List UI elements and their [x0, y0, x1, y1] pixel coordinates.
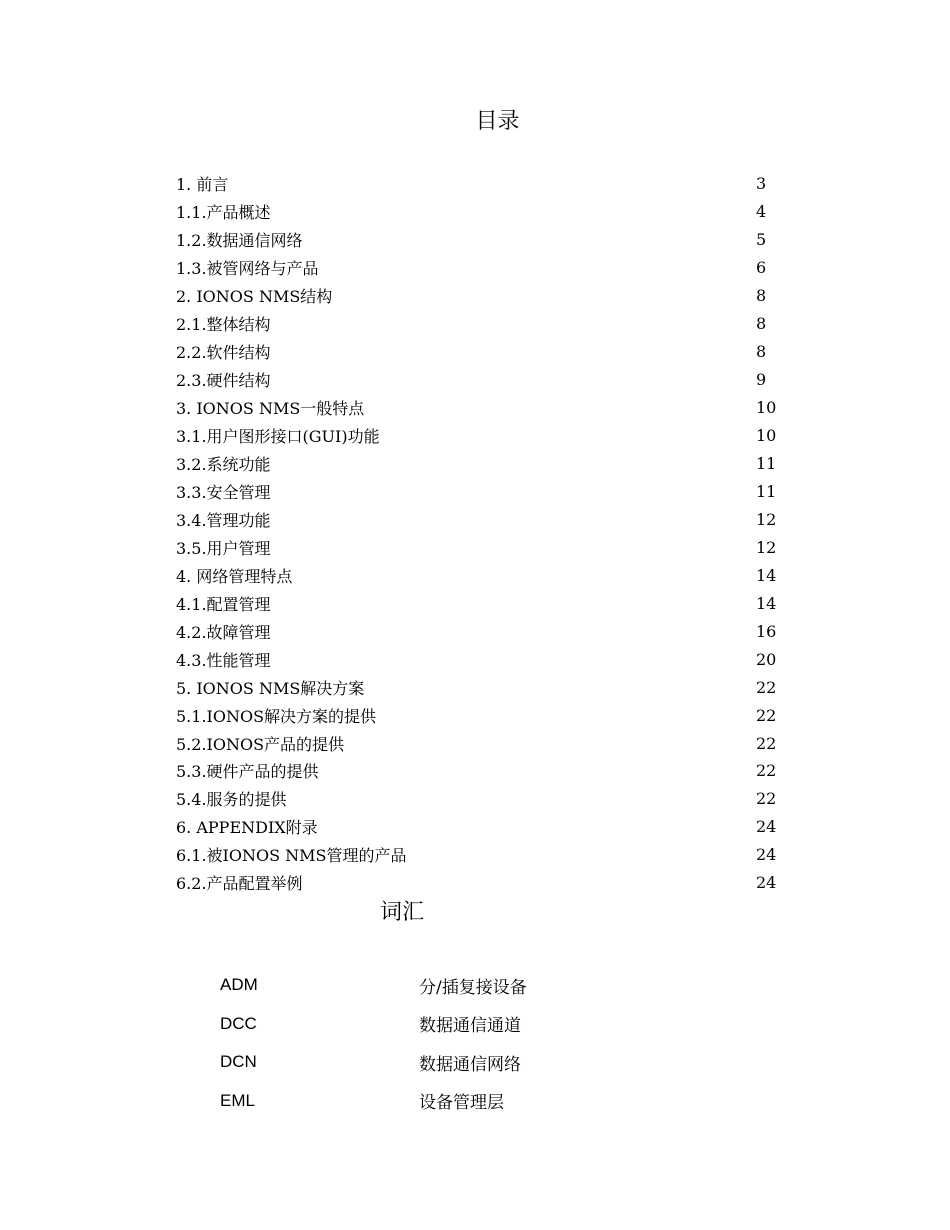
glossary-definition: 设备管理层: [419, 1093, 504, 1114]
toc-entry-text: 2. IONOS NMS结构: [176, 287, 333, 307]
toc-entry-text: 6.1.被IONOS NMS管理的产品: [176, 846, 407, 866]
toc-entry[interactable]: [176, 757, 786, 785]
toc-title: 目录: [475, 109, 520, 134]
glossary-definition: 数据通信通道: [419, 1016, 521, 1037]
toc-entry-text: 6. APPENDIX附录: [176, 818, 318, 838]
toc-entry-page: 24: [756, 817, 777, 837]
toc-entry-text: 3.1.用户图形接口(GUI)功能: [176, 427, 380, 447]
toc-entry-page: 12: [756, 537, 777, 557]
toc-entry[interactable]: [176, 366, 786, 394]
glossary-term: DCN: [220, 1052, 257, 1072]
toc-entry[interactable]: [176, 198, 786, 226]
toc-entry-text: 4.1.配置管理: [176, 594, 271, 614]
toc-entry[interactable]: [176, 701, 786, 729]
glossary-entry: [220, 1043, 640, 1082]
toc-entry[interactable]: [176, 477, 786, 505]
toc-entry-page: 14: [756, 593, 777, 613]
toc-entry[interactable]: [176, 170, 786, 198]
toc-entry[interactable]: [176, 394, 786, 422]
toc-entry-page: 5: [756, 230, 767, 250]
toc-entry-page: 4: [756, 202, 767, 222]
toc-entry[interactable]: [176, 729, 786, 757]
glossary-definition: 数据通信网络: [419, 1054, 521, 1075]
toc-entry-text: 5.1.IONOS解决方案的提供: [176, 706, 377, 726]
toc-entry[interactable]: [176, 869, 786, 897]
toc-list: [176, 170, 786, 897]
toc-entry-page: 24: [756, 873, 777, 893]
toc-entry[interactable]: [176, 589, 786, 617]
toc-entry-page: 9: [756, 370, 767, 390]
toc-entry[interactable]: [176, 450, 786, 478]
toc-entry-text: 6.2.产品配置举例: [176, 874, 303, 894]
toc-entry-page: 24: [756, 845, 777, 865]
toc-entry-text: 4. 网络管理特点: [176, 566, 293, 586]
toc-entry[interactable]: [176, 338, 786, 366]
glossary-list: [220, 966, 640, 1120]
toc-entry-text: 1.3.被管网络与产品: [176, 259, 319, 279]
glossary-term: ADM: [220, 975, 258, 995]
toc-entry-text: 4.3.性能管理: [176, 650, 271, 670]
toc-entry-page: 11: [756, 481, 777, 501]
toc-entry-page: 20: [756, 649, 777, 669]
glossary-definition: 分/插复接设备: [419, 977, 527, 998]
toc-entry-page: 8: [756, 342, 767, 362]
glossary-term: DCC: [220, 1013, 257, 1033]
toc-entry-text: 1.1.产品概述: [176, 203, 271, 223]
toc-entry[interactable]: [176, 841, 786, 869]
toc-entry-text: 4.2.故障管理: [176, 622, 271, 642]
glossary-title: 词汇: [380, 900, 425, 925]
toc-entry-text: 2.1.整体结构: [176, 315, 271, 335]
toc-entry-page: 12: [756, 509, 777, 529]
toc-entry[interactable]: [176, 505, 786, 533]
toc-entry-page: 14: [756, 565, 777, 585]
toc-entry-page: 22: [756, 705, 777, 725]
toc-entry[interactable]: [176, 226, 786, 254]
toc-entry[interactable]: [176, 645, 786, 673]
toc-entry[interactable]: [176, 254, 786, 282]
toc-entry-page: 10: [756, 426, 777, 446]
toc-entry-page: 16: [756, 621, 777, 641]
toc-entry-page: 8: [756, 286, 767, 306]
toc-entry-page: 10: [756, 398, 777, 418]
toc-entry-page: 11: [756, 454, 777, 473]
toc-entry-page: 22: [756, 733, 777, 753]
toc-entry[interactable]: [176, 282, 786, 310]
toc-entry-page: 6: [756, 258, 767, 278]
toc-entry-text: 5.3.硬件产品的提供: [176, 762, 319, 782]
toc-entry-text: 2.3.硬件结构: [176, 371, 271, 391]
toc-entry-text: 2.2.软件结构: [176, 343, 271, 363]
glossary-entry: [220, 1005, 640, 1044]
toc-entry-text: 3. IONOS NMS一般特点: [176, 399, 365, 419]
glossary-term: EML: [220, 1090, 255, 1110]
toc-entry-text: 3.3.安全管理: [176, 482, 271, 502]
toc-entry-text: 5.4.服务的提供: [176, 790, 287, 810]
toc-entry-text: 5.2.IONOS产品的提供: [176, 734, 345, 754]
glossary-entry: [220, 966, 640, 1005]
toc-entry-text: 1. 前言: [176, 175, 229, 195]
toc-entry-page: 3: [756, 174, 767, 194]
toc-entry-page: 22: [756, 789, 777, 809]
toc-entry-text: 3.4.管理功能: [176, 510, 271, 530]
toc-entry[interactable]: [176, 561, 786, 589]
toc-entry[interactable]: [176, 813, 786, 841]
toc-entry[interactable]: [176, 785, 786, 813]
toc-entry-page: 22: [756, 677, 777, 697]
toc-entry-text: 5. IONOS NMS解决方案: [176, 678, 365, 698]
toc-entry[interactable]: [176, 310, 786, 338]
toc-entry-page: 8: [756, 314, 767, 334]
toc-entry-text: 3.2.系统功能: [176, 455, 271, 474]
toc-entry-page: 22: [756, 761, 777, 781]
toc-entry[interactable]: [176, 422, 786, 450]
toc-entry-text: 1.2.数据通信网络: [176, 231, 303, 251]
glossary-entry: [220, 1082, 640, 1121]
toc-entry-text: 3.5.用户管理: [176, 538, 271, 558]
toc-entry[interactable]: [176, 617, 786, 645]
toc-entry[interactable]: [176, 673, 786, 701]
toc-entry[interactable]: [176, 533, 786, 561]
